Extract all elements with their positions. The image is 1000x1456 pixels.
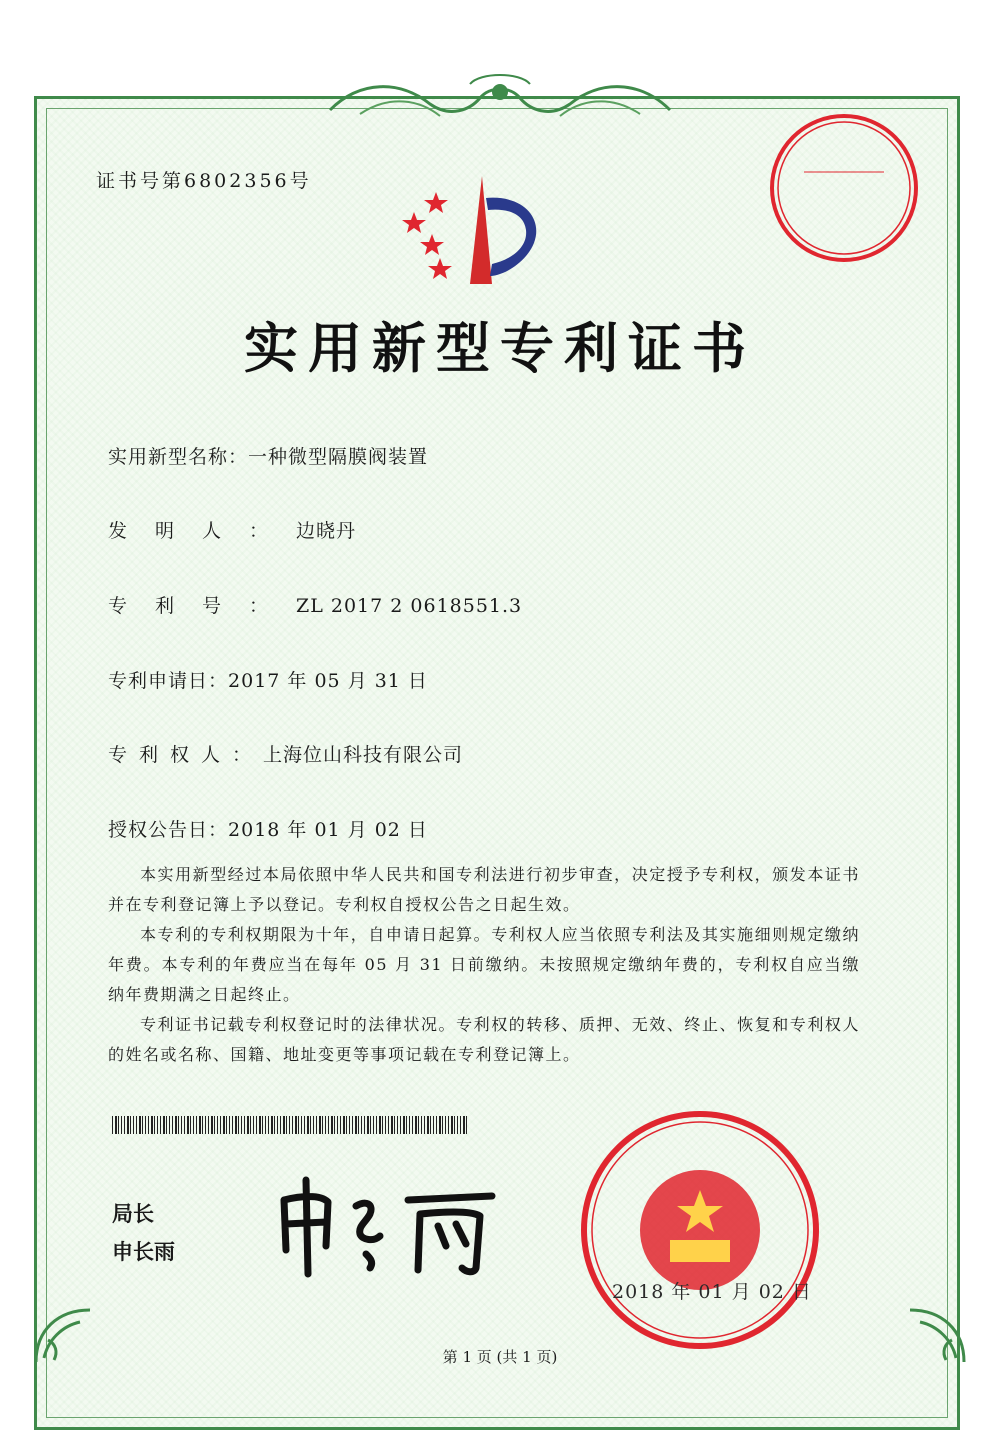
field-label: 专利权人： bbox=[108, 744, 264, 766]
top-ornament-icon bbox=[320, 70, 680, 130]
field-label: 发明人： bbox=[108, 520, 297, 542]
director-name: 申长雨 bbox=[112, 1240, 175, 1264]
field-value: 2018 年 01 月 02 日 bbox=[228, 819, 428, 841]
handwritten-signature bbox=[270, 1170, 500, 1280]
field-filing-date bbox=[108, 666, 428, 693]
body-paragraph: 本实用新型经过本局依照中华人民共和国专利法进行初步审查，决定授予专利权，颁发本证书并在专利登记簿上予以登记。专利权自授权公告之日起生效。 bbox=[108, 865, 860, 914]
patent-office-emblem-icon bbox=[400, 168, 560, 288]
tax-stamp-seal bbox=[764, 108, 924, 268]
field-label: 授权公告日： bbox=[108, 819, 229, 841]
barcode bbox=[112, 1116, 468, 1134]
seal-date: 2018 年 01 月 02 日 bbox=[612, 1281, 812, 1303]
field-patent-number bbox=[108, 591, 522, 618]
certificate-number: 证书号第6802356号 bbox=[96, 170, 312, 192]
body-paragraph: 本专利的专利权期限为十年，自申请日起算。专利权人应当依照专利法及其实施细则规定缴纳年费。本专利的年费应当在每年 05 月 31 日前缴纳。未按照规定缴纳年费的，专利权自应当缴纳年费期满之日起终止。 bbox=[108, 925, 860, 1004]
field-value: 2017 年 05 月 31 日 bbox=[228, 670, 428, 692]
field-value: 边晓丹 bbox=[296, 520, 357, 542]
field-grant-date bbox=[108, 815, 428, 842]
page-number: 第 1 页 (共 1 页) bbox=[442, 1348, 558, 1366]
field-label: 实用新型名称： bbox=[108, 446, 249, 468]
body-paragraph: 专利证书记载专利权登记时的法律状况。专利权的转移、质押、无效、终止、恢复和专利权人的姓名或名称、国籍、地址变更等事项记载在专利登记簿上。 bbox=[108, 1015, 860, 1064]
field-patentee bbox=[108, 740, 463, 767]
field-label: 专利号： bbox=[108, 595, 297, 617]
page-title: 实用新型专利证书 bbox=[244, 316, 756, 380]
field-value: ZL 2017 2 0618551.3 bbox=[296, 595, 523, 617]
field-value: 上海位山科技有限公司 bbox=[263, 744, 464, 766]
field-label: 专利申请日： bbox=[108, 670, 229, 692]
director-title: 局长 bbox=[112, 1202, 154, 1226]
field-value: 一种微型隔膜阀装置 bbox=[248, 446, 429, 468]
field-inventor bbox=[108, 516, 356, 543]
national-ip-office-seal bbox=[578, 1108, 822, 1352]
field-model-name bbox=[108, 442, 428, 469]
certificate-body-text bbox=[108, 860, 860, 1070]
